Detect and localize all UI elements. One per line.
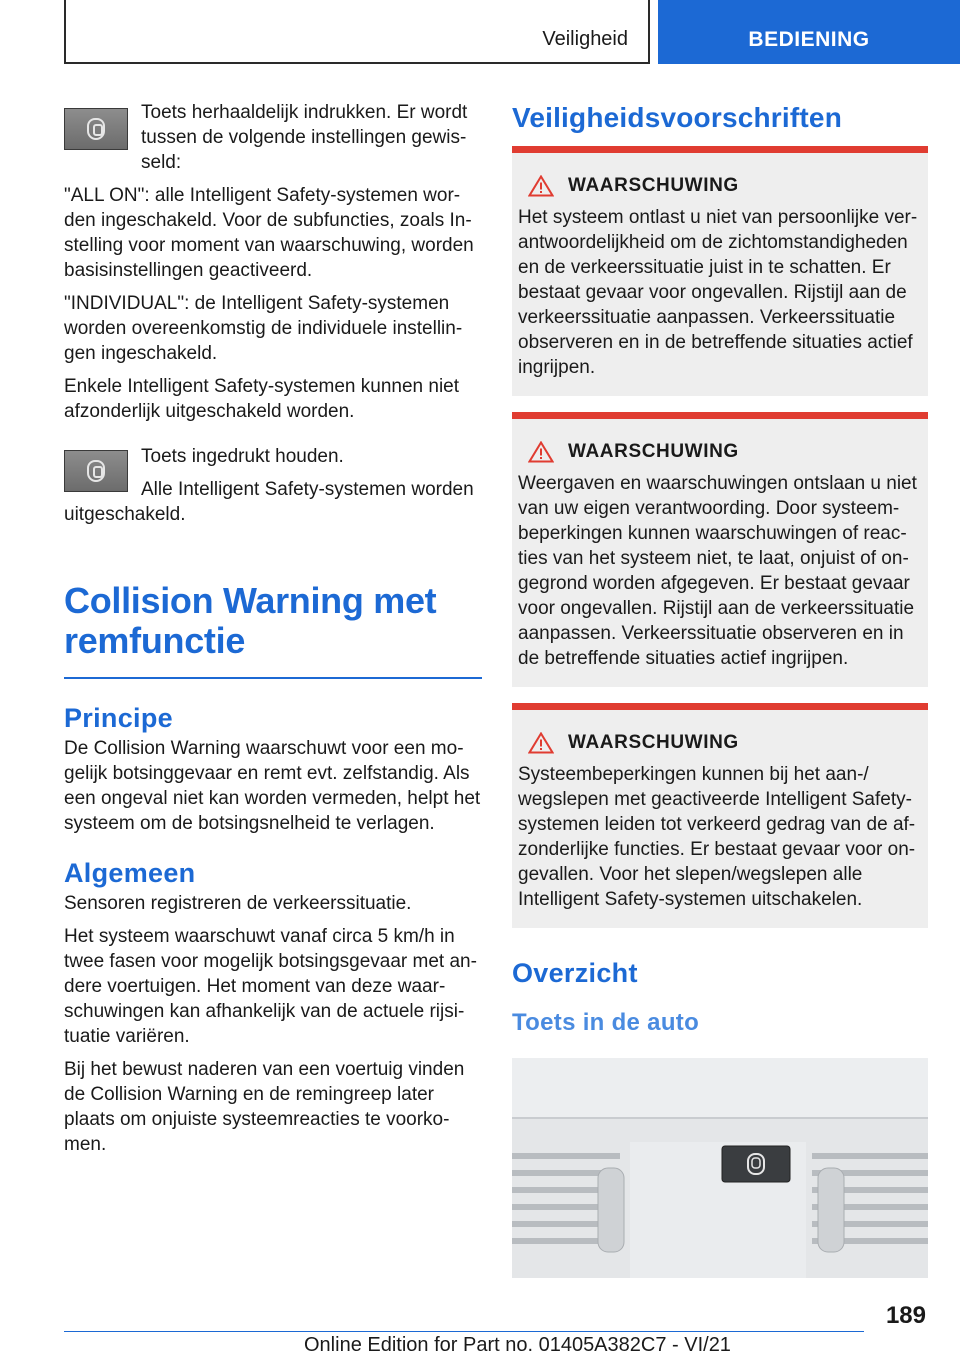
- warning-text: Systeembeperkingen kunnen bij het aan-/ wegslepen met geactiveerde Intelligent Safety-systemen leiden tot verkeerd gedrag van de afzonderlijke functies. Er bestaat gevaar voor ongevallen. Voor het slepen/wegslepen alle Intelligent Safety-systemen uitschakelen.: [518, 764, 916, 910]
- section-title: Veiligheid: [542, 28, 628, 50]
- safety-button-icon: [64, 450, 128, 492]
- car-button-photo: [512, 1058, 928, 1278]
- heading-algemeen: Algemeen: [64, 858, 196, 888]
- section-heading: Veiligheidsvoorschriften: [512, 102, 842, 133]
- paragraph: Sensoren registreren de verkeerssituatie.: [64, 893, 412, 914]
- paragraph: "INDIVIDUAL": de Intelligent Safety-systemen worden overeenkomstig de individuele instellingen ingeschakeld.: [64, 293, 463, 364]
- footer-rule: [64, 1331, 864, 1332]
- edition-footer: Online Edition for Part no. 01405A382C7 - VI/21: [304, 1334, 731, 1356]
- paragraph: De Collision Warning waarschuwt voor een mogelijk botsinggevaar en remt evt. zelfstandig. Als een ongeval niet kan worden vermeden, helpt het systeem om de botsingsnelheid te verlagen.: [64, 738, 481, 834]
- warning-triangle-icon: [528, 175, 554, 197]
- warning-box: [512, 146, 928, 396]
- paragraph: Bij het bewust naderen van een voertuig vinden de Collision Warning en de remingreep later plaats om onjuiste systeemreacties te voorkomen.: [64, 1059, 465, 1155]
- paragraph: Toets herhaaldelijk indrukken. Er wordt tussen de volgende instellingen gewisseld:: [141, 102, 468, 173]
- paragraph: Alle Intelligent Safety-systemen worden uitgeschakeld.: [64, 479, 474, 525]
- safety-button-icon: [64, 108, 128, 150]
- warning-text: Het systeem ontlast u niet van persoonlijke verantwoordelijkheid om de zichtomstandigheden en de verkeerssituatie juist in te schatten. Er bestaat gevaar voor ongevallen. Rijstijl aan de verkeerssituatie aanpassen. Verkeerssituatie observeren en in de betreffende situaties actief ingrijpen.: [518, 207, 918, 378]
- button-instruction-1: [64, 100, 482, 175]
- warning-triangle-icon: [528, 441, 554, 463]
- warning-box: [512, 412, 928, 687]
- paragraph: Toets ingedrukt houden.: [141, 446, 344, 467]
- page-title: Collision Warning met remfunctie: [64, 581, 482, 679]
- warning-text: Weergaven en waarschuwingen ontslaan u niet van uw eigen verantwoording. Door systeembeperkingen kunnen waarschuwingen of reacties van het systeem niet, te laat, onjuist of ongegrond worden afgegeven. Er bestaat gevaar voor ongevallen. Rijstijl aan de verkeerssituatie aanpassen. Verkeerssituatie observeren en in de betreffende situaties actief ingrijpen.: [518, 473, 917, 669]
- paragraph: Enkele Intelligent Safety-systemen kunnen niet afzonderlijk uitgeschakeld worden.: [64, 376, 460, 422]
- right-column: [512, 100, 928, 1037]
- heading-principe: Principe: [64, 703, 173, 733]
- warning-label: WAARSCHUWING: [568, 441, 739, 462]
- chapter-tab[interactable]: [658, 0, 960, 64]
- warning-triangle-icon: [528, 732, 554, 754]
- page-number: 189: [885, 1302, 926, 1329]
- left-column: [64, 100, 482, 1165]
- paragraph: Het systeem waarschuwt vanaf circa 5 km/h in twee fasen voor mogelijk botsingsgevaar met andere voertuigen. Het moment van deze waarschuwingen kan afhankelijk van de actuele rijsituatie variëren.: [64, 926, 477, 1047]
- header-frame: [64, 0, 650, 64]
- warning-label: WAARSCHUWING: [568, 175, 739, 196]
- warning-label: WAARSCHUWING: [568, 732, 739, 753]
- dashboard-illustration: [512, 1058, 928, 1278]
- heading-toets-in-de-auto: Toets in de auto: [512, 1009, 700, 1036]
- button-instruction-2: [64, 444, 482, 527]
- chapter-tab-label: BEDIENING: [748, 28, 870, 51]
- heading-overzicht: Overzicht: [512, 958, 638, 988]
- warning-box: [512, 703, 928, 928]
- paragraph: "ALL ON": alle Intelligent Safety-systemen worden ingeschakeld. Voor de subfuncties, zoals Instelling voor moment van waarschuwing, worden basisinstellingen geactiveerd.: [64, 185, 474, 281]
